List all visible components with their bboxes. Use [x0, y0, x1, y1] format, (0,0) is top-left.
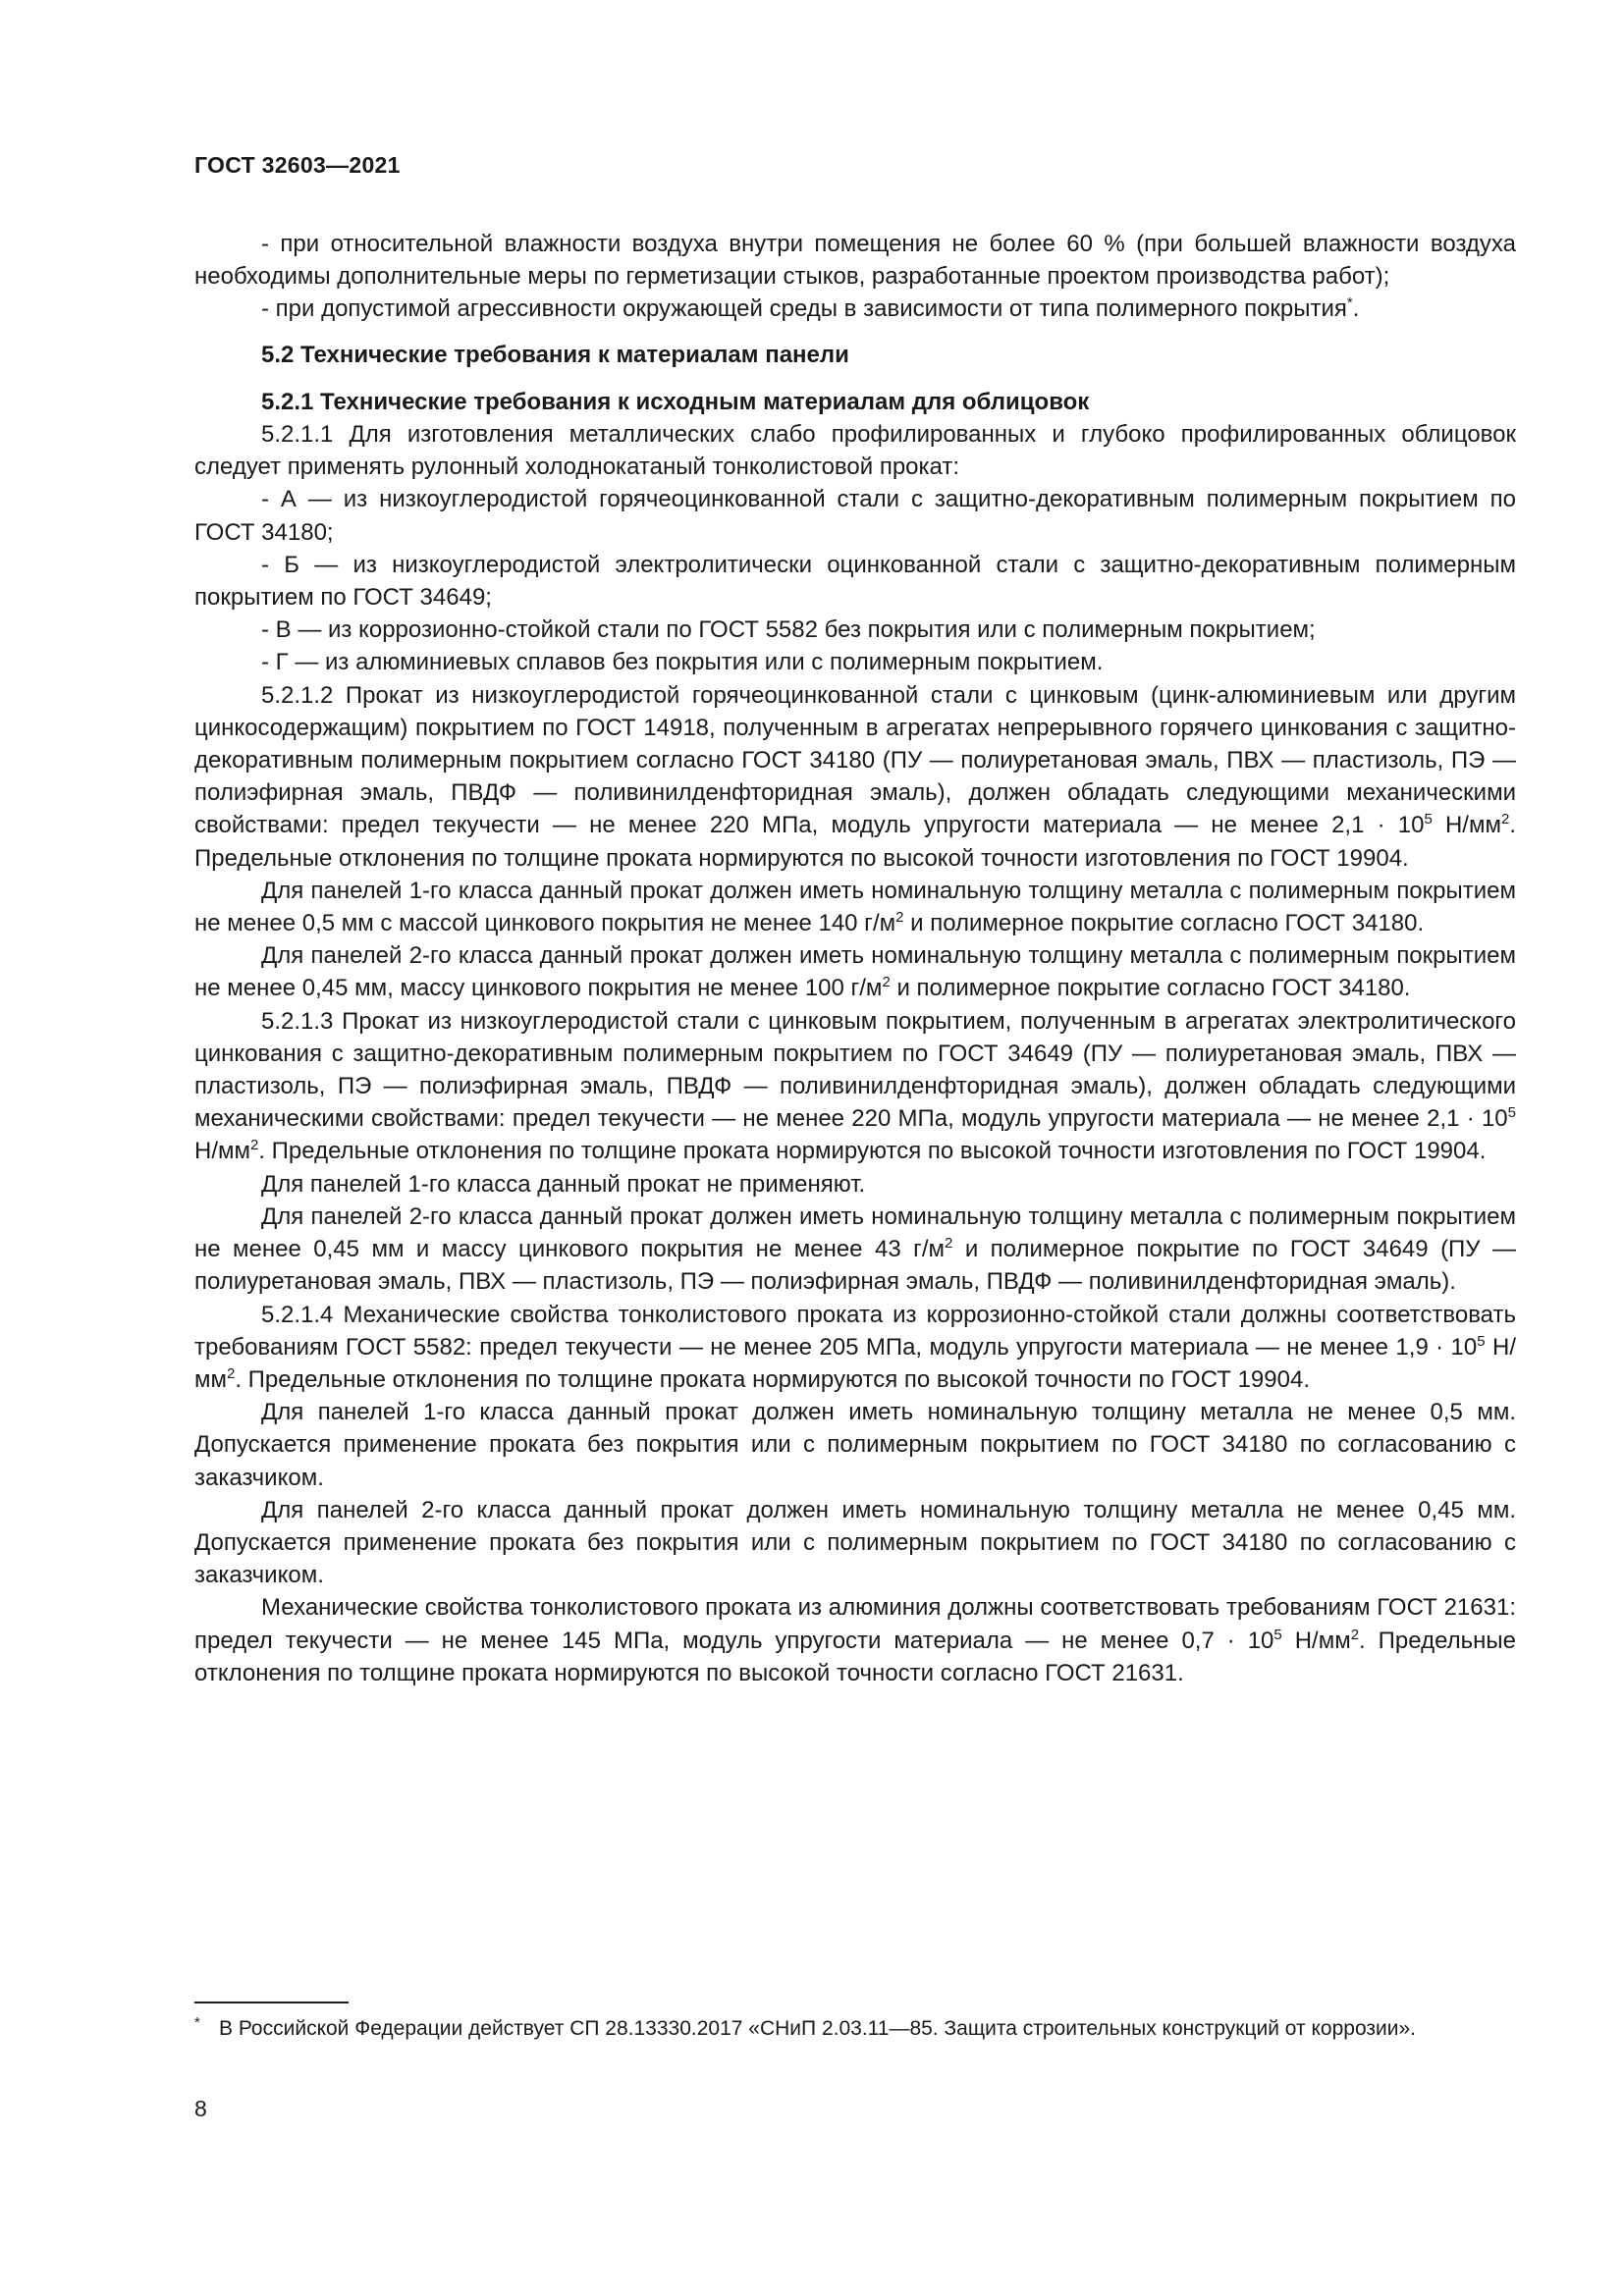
paragraph: 5.2.1.1 Для изготовления металлических слабо профилированных и глубоко профилированных облицовок следует применять рулонный холоднокатаный тонколистовой прокат: — [194, 421, 1516, 481]
footnote — [194, 2014, 1516, 2044]
list-item: - Г — из алюминиевых сплавов без покрытия или с полимерным покрытием. — [261, 649, 1104, 676]
footnote-divider — [194, 2002, 349, 2003]
list-item: - А — из низкоуглеродистой горячеоцинкованной стали с защитно-декоративным полимерным покрытием по ГОСТ 34180; — [194, 486, 1516, 546]
paragraph: - при относительной влажности воздуха внутри помещения не более 60 % (при большей влажности воздуха необходимы дополнительные меры по герметизации стыков, разработанные проектом производства работ); — [194, 231, 1516, 291]
subsection-heading: 5.2.1 Технические требования к исходным материалам для облицовок — [261, 388, 1090, 415]
body-text — [194, 228, 1516, 1689]
paragraph: - при допустимой агрессивности окружающей среды в зависимости от типа полимерного покрытия*. — [261, 294, 1360, 323]
list-item: - Б — из низкоуглеродистой электролитически оцинкованной стали с защитно-декоративным полимерным покрытием по ГОСТ 34649; — [194, 551, 1516, 612]
list-item: - В — из коррозионно-стойкой стали по ГОСТ 5582 без покрытия или с полимерным покрытием; — [261, 616, 1316, 644]
paragraph: Для панелей 2-го класса данный прокат должен иметь номинальную толщину металла с полимерным покрытием не менее 0,45 мм и массу цинкового покрытия не менее 43 $г/м^2$ и полимерное покрытие по ГОСТ 34649 (ПУ — полиуретановая эмаль, ПВХ — пластизоль, ПЭ — полиэфирная эмаль, ПВДФ — поливинилденфторидная эмаль). — [194, 1202, 1516, 1296]
paragraph: Для панелей 1-го класса данный прокат должен иметь номинальную толщину металла не менее 0,5 мм. Допускается применение проката без покрытия или с полимерным покрытием по ГОСТ 34180 по согласованию с заказчиком. — [194, 1399, 1516, 1491]
paragraph: 5.2.1.2 Прокат из низкоуглеродистой горячеоцинкованной стали с цинковым (цинк-алюминиевым или другим цинкосодержащим) покрытием по ГОСТ 14918, полученным в агрегатах непрерывного горячего цинкования с защитно-декоративным полимерным покрытием согласно ГОСТ 34180 (ПУ — полиуретановая эмаль, ПВХ — пластизоль, ПЭ — полиэфирная эмаль, ПВДФ — поливинилденфторидная эмаль), должен обладать следующими механическими свойствами: предел текучести — не менее 220 МПа, модуль упругости материала — не менее $2,1 \cdot 10^5$ $Н/мм^2$. Предельные отклонения по толщине проката нормируются по высокой точности изготовления по ГОСТ 19904. — [194, 681, 1516, 872]
document-header: ГОСТ 32603—2021 — [194, 152, 401, 178]
page-number: 8 — [194, 2096, 207, 2121]
paragraph: Для панелей 1-го класса данный прокат не применяют. — [261, 1170, 866, 1198]
footnote-mark: * — [194, 2014, 200, 2031]
section-heading: 5.2 Технические требования к материалам панели — [261, 341, 849, 368]
paragraph: 5.2.1.4 Механические свойства тонколистового проката из коррозионно-стойкой стали должны соответствовать требованиям ГОСТ 5582: предел текучести — не менее 205 МПа, модуль упругости материала — не менее $1,9 \cdot 10^5$ $Н/мм^2$. Предельные отклонения по толщине проката нормируются по высокой точности по ГОСТ 19904. — [194, 1301, 1517, 1393]
paragraph: 5.2.1.3 Прокат из низкоуглеродистой стали с цинковым покрытием, полученным в агрегатах электролитического цинкования с защитно-декоративным полимерным покрытием по ГОСТ 34649 (ПУ — полиуретановая эмаль, ПВХ — пластизоль, ПЭ — полиэфирная эмаль, ПВДФ — поливинилденфторидная эмаль), должен обладать следующими механическими свойствами: предел текучести — не менее 220 МПа, модуль упругости материала — не менее $2,1 \cdot 10^5$ $Н/мм^2$. Предельные отклонения по толщине проката нормируются по высокой точности изготовления по ГОСТ 19904. — [194, 1007, 1516, 1165]
footnote-text: В Российской Федерации действует СП 28.13330.2017 «СНиП 2.03.11—85. Защита строительных конструкций от коррозии». — [219, 2017, 1416, 2040]
paragraph: Для панелей 2-го класса данный прокат должен иметь номинальную толщину металла с полимерным покрытием не менее 0,45 мм, массу цинкового покрытия не менее 100 $г/м^2$ и полимерное покрытие согласно ГОСТ 34180. — [194, 942, 1516, 1002]
paragraph: Механические свойства тонколистового проката из алюминия должны соответствовать требованиям ГОСТ 21631: предел текучести — не менее 145 МПа, модуль упругости материала — не менее $0,7 \cdot 10^5$ $Н/мм^2$. Предельные отклонения по толщине проката нормируются по высокой точности согласно ГОСТ 21631. — [194, 1594, 1516, 1686]
paragraph: Для панелей 2-го класса данный прокат должен иметь номинальную толщину металла не менее 0,45 мм. Допускается применение проката без покрытия или с полимерным покрытием по ГОСТ 34180 по согласованию с заказчиком. — [194, 1496, 1516, 1589]
paragraph: Для панелей 1-го класса данный прокат должен иметь номинальную толщину металла с полимерным покрытием не менее 0,5 мм с массой цинкового покрытия не менее 140 $г/м^2$ и полимерное покрытие согласно ГОСТ 34180. — [194, 877, 1516, 937]
footnote-reference: * — [1346, 294, 1353, 312]
